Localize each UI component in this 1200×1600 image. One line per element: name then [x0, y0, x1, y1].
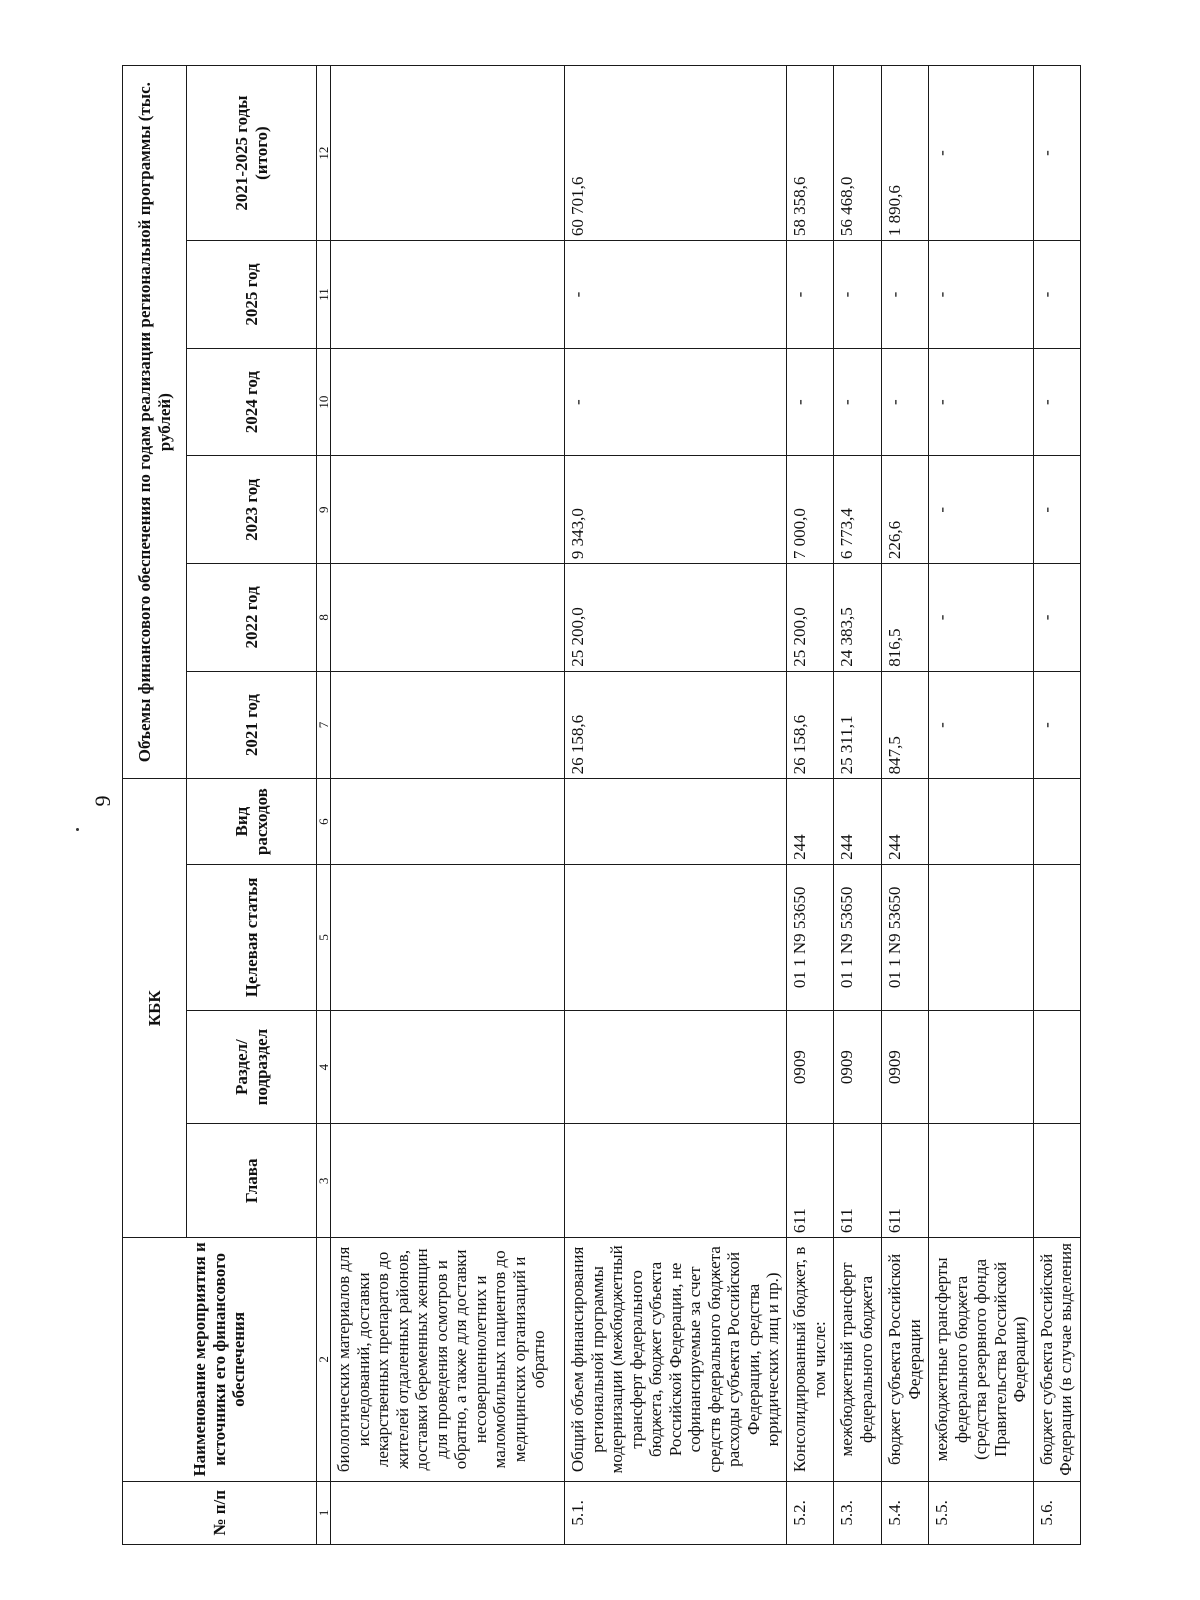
cell-total: 60 701,6: [565, 66, 787, 241]
cell-expense-type: [929, 779, 1034, 865]
table-row: [787, 66, 834, 1545]
cell-total: 58 358,6: [787, 66, 834, 241]
cell-2022: [331, 564, 565, 672]
cell-total: -: [929, 66, 1034, 241]
cell-2023: 226,6: [882, 456, 929, 564]
cell-2022: -: [929, 564, 1034, 672]
cell-section: [1033, 1010, 1080, 1124]
cell-2025: -: [565, 241, 787, 349]
column-number: 12: [317, 66, 331, 241]
cell-2025: -: [882, 241, 929, 349]
column-number: 11: [317, 241, 331, 349]
header-2021: 2021 год: [187, 671, 317, 779]
cell-2024: -: [929, 348, 1034, 456]
cell-2024: -: [565, 348, 787, 456]
cell-section: 0909: [882, 1010, 929, 1124]
cell-2022: 24 383,5: [834, 564, 882, 672]
cell-2023: 7 000,0: [787, 456, 834, 564]
cell-expense-type: 244: [787, 779, 834, 865]
rotated-table-wrapper: [122, 65, 1076, 1545]
header-2025: 2025 год: [187, 241, 317, 349]
cell-2024: -: [834, 348, 882, 456]
table-row: [834, 66, 882, 1545]
cell-2023: [331, 456, 565, 564]
cell-chapter: [1033, 1124, 1080, 1238]
column-number-row: [317, 66, 331, 1545]
cell-2025: -: [1033, 241, 1080, 349]
cell-2022: 816,5: [882, 564, 929, 672]
cell-total: 1 890,6: [882, 66, 929, 241]
cell-2024: -: [882, 348, 929, 456]
cell-section: [331, 1010, 565, 1124]
table-row: [1033, 66, 1080, 1545]
column-number: 2: [317, 1238, 331, 1481]
cell-section: 0909: [787, 1010, 834, 1124]
row-number: [331, 1481, 565, 1544]
cell-chapter: [929, 1124, 1034, 1238]
column-number: 5: [317, 864, 331, 1010]
page-number: 9: [90, 795, 115, 807]
cell-expense-type: [331, 779, 565, 865]
column-number: 10: [317, 348, 331, 456]
cell-section: [929, 1010, 1034, 1124]
column-number: 9: [317, 456, 331, 564]
cell-2021: 26 158,6: [565, 671, 787, 779]
table-row: [565, 66, 787, 1545]
cell-2021: 847,5: [882, 671, 929, 779]
cell-target: 01 1 N9 53650: [787, 864, 834, 1010]
cell-target: 01 1 N9 53650: [834, 864, 882, 1010]
cell-2022: -: [1033, 564, 1080, 672]
header-funding: Объемы финансового обеспечения по годам реализации региональной программы (тыс. рублей): [123, 66, 187, 779]
cell-chapter: 611: [787, 1124, 834, 1238]
row-number: 5.1.: [565, 1481, 787, 1544]
cell-target: 01 1 N9 53650: [882, 864, 929, 1010]
cell-total: [331, 66, 565, 241]
column-number: 1: [317, 1481, 331, 1544]
cell-2025: [331, 241, 565, 349]
column-number: 4: [317, 1010, 331, 1124]
funding-table: [122, 65, 1081, 1545]
column-number: 7: [317, 671, 331, 779]
cell-2024: [331, 348, 565, 456]
header-target: Целевая статья: [187, 864, 317, 1010]
header-total: 2021-2025 годы (итого): [187, 66, 317, 241]
header-chapter: Глава: [187, 1124, 317, 1238]
header-expense-type: Вид расходов: [187, 779, 317, 865]
row-name: бюджет субъекта Российской Федерации: [882, 1238, 929, 1481]
header-2022: 2022 год: [187, 564, 317, 672]
column-number: 3: [317, 1124, 331, 1238]
row-name: межбюджетные трансферты федерального бюджета (средства резервного фонда Правительства Российской Федерации): [929, 1238, 1034, 1481]
cell-2021: 25 311,1: [834, 671, 882, 779]
scan-artifact-dot: [76, 828, 79, 831]
header-name: Наименование мероприятия и источники его финансового обеспечения: [123, 1238, 317, 1481]
cell-expense-type: 244: [834, 779, 882, 865]
cell-2023: 6 773,4: [834, 456, 882, 564]
cell-target: [1033, 864, 1080, 1010]
cell-2025: -: [834, 241, 882, 349]
cell-2021: 26 158,6: [787, 671, 834, 779]
cell-chapter: 611: [882, 1124, 929, 1238]
cell-expense-type: [1033, 779, 1080, 865]
row-number: 5.3.: [834, 1481, 882, 1544]
cell-2022: 25 200,0: [787, 564, 834, 672]
cell-section: [565, 1010, 787, 1124]
cell-target: [565, 864, 787, 1010]
cell-2024: -: [787, 348, 834, 456]
cell-2023: 9 343,0: [565, 456, 787, 564]
header-section: Раздел/ подраздел: [187, 1010, 317, 1124]
cell-2025: -: [787, 241, 834, 349]
table-row: [331, 66, 565, 1545]
row-name: бюджет субъекта Российской Федерации (в случае выделения: [1033, 1238, 1080, 1481]
cell-target: [929, 864, 1034, 1010]
header-kbk: КБК: [123, 779, 187, 1238]
cell-chapter: 611: [834, 1124, 882, 1238]
cell-target: [331, 864, 565, 1010]
header-2024: 2024 год: [187, 348, 317, 456]
cell-2025: -: [929, 241, 1034, 349]
cell-2023: -: [929, 456, 1034, 564]
column-number: 6: [317, 779, 331, 865]
row-number: 5.5.: [929, 1481, 1034, 1544]
cell-total: 56 468,0: [834, 66, 882, 241]
cell-chapter: [331, 1124, 565, 1238]
cell-2024: -: [1033, 348, 1080, 456]
row-name: Консолидированный бюджет, в том числе:: [787, 1238, 834, 1481]
cell-2021: [331, 671, 565, 779]
row-name: межбюджетный трансферт федерального бюджета: [834, 1238, 882, 1481]
cell-expense-type: [565, 779, 787, 865]
cell-total: -: [1033, 66, 1080, 241]
row-number: 5.4.: [882, 1481, 929, 1544]
row-number: 5.6.: [1033, 1481, 1080, 1544]
cell-2022: 25 200,0: [565, 564, 787, 672]
cell-2021: -: [929, 671, 1034, 779]
column-number: 8: [317, 564, 331, 672]
cell-chapter: [565, 1124, 787, 1238]
table-row: [882, 66, 929, 1545]
cell-section: 0909: [834, 1010, 882, 1124]
cell-2023: -: [1033, 456, 1080, 564]
row-name: Общий объем финансирования региональной программы модернизации (межбюджетный трансферт федерального бюджета, бюджет субъекта Российской Федерации, не софинансируемые за счет средств федерального бюджета расходы субъекта Российской Федерации, средства юридических лиц и пр.): [565, 1238, 787, 1481]
row-number: 5.2.: [787, 1481, 834, 1544]
cell-2021: -: [1033, 671, 1080, 779]
cell-expense-type: 244: [882, 779, 929, 865]
header-2023: 2023 год: [187, 456, 317, 564]
row-name: биологических материалов для исследований, доставки лекарственных препаратов до жителей отдаленных районов, доставки беременных женщин для проведения осмотров и обратно, а также для доставки несовершеннолетних и маломобильных пациентов до медицинских организаций и обратно: [331, 1238, 565, 1481]
header-no: № п/п: [123, 1481, 317, 1544]
table-row: [929, 66, 1034, 1545]
